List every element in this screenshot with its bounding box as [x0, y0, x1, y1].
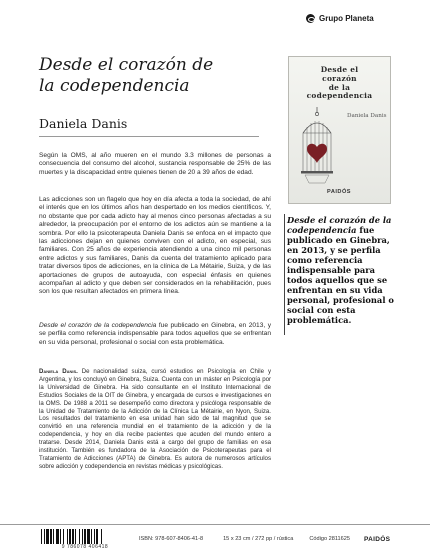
- barcode-bar: [87, 529, 90, 544]
- side-quote: [287, 215, 399, 325]
- title-divider: [39, 136, 259, 137]
- barcode-bar: [101, 529, 102, 544]
- isbn: ISBN: 978-607-8406-41-8: [139, 536, 204, 542]
- barcode-bar: [60, 529, 61, 544]
- paragraph-publication-text: fue publicado en Ginebra, en 2013, y se perfila como referencia indispensable para todos aquellos que se enfrentan en su vida personal, profesional o social con esta problemática.: [39, 322, 271, 346]
- paragraph-stats: Según la OMS, al año mueren en el mundo 3.3 millones de personas a consecuencia del consumo del alcohol, sustancia responsable de 25% de las muertes y la discapacidad entre quienes tienen de 20 a 39 años de edad.: [39, 152, 271, 176]
- barcode-bars: [39, 529, 131, 544]
- barcode-bar: [44, 529, 45, 544]
- author-biography: [39, 368, 271, 471]
- paragraph-publication-title: Desde el corazón de la codependencia: [39, 322, 157, 329]
- barcode-bar: [69, 529, 71, 544]
- book-cover: [288, 56, 391, 204]
- barcode-bar: [67, 529, 68, 544]
- barcode-bar: [56, 529, 59, 544]
- footer-publisher: PAIDÓS: [364, 535, 391, 543]
- cover-title-line-4: codependencia: [306, 91, 373, 101]
- book-specs: 15 x 23 cm / 272 pp / rústica: [223, 536, 294, 542]
- planet-logo-icon: [306, 14, 315, 23]
- barcode-bar: [63, 529, 64, 544]
- book-title-line-1: Desde el corazón de: [39, 55, 214, 75]
- barcode-bar: [94, 529, 95, 544]
- paragraph-publication: [39, 322, 271, 347]
- book-author: Daniela Danis: [39, 116, 128, 131]
- publisher-brand: [306, 14, 374, 23]
- product-code: Código 2811625: [309, 536, 350, 542]
- paragraph-addictions: Las adicciones son un flagelo que hoy en día afecta a toda la sociedad, de ahí el interés que en los últimos años han despertado en los medios científicos. Y, no obstante que por cada adicto hay al menos cinco personas afectadas a su alrededor, la preocupación por el entorno de los adictos aún se mantiene a la sombra. Por ello la psicoterapeuta Daniela Danis se enfoca en el impacto que las adicciones dejan en quienes conviven con el adicto, en especial, sus familiares. Con 25 años de experiencia atendiendo a una cinco mil personas entre adictos y sus familiares, Danis da cuenta del tratamiento aplicado para tratar diversos tipos de adicciones, en la clínica de La Métairie, Suiza, y de las aportaciones de grupos de autoayuda, con especial énfasis en quienes acompañan al adicto y que deben ser considerados en la rehabilitación, pues son los que resultan afectados en primera línea.: [39, 196, 271, 296]
- cover-title-line-3: de la: [328, 82, 351, 92]
- barcode-bar: [53, 529, 54, 544]
- brand-name: Grupo Planeta: [319, 14, 374, 23]
- bio-author-name: Daniela Danis.: [39, 368, 78, 375]
- barcode-bar: [72, 529, 74, 544]
- barcode-bar: [46, 529, 49, 544]
- barcode-bar: [79, 529, 80, 544]
- bio-text: De nacionalidad suiza, cursó estudios en Psicología en Chile y Argentina, y los concluyó en Ginebra, Suiza. Cuenta con un máster en Psicología por la Universidad de Ginebra. Ha sido consultante en el Instituto Internacional de Estudios Sociales de la OIT de Ginebra, y encargada de cursos e investigaciones en la OMS. De 1988 a 2011 se desempeñó como directora y psicóloga responsable de la Unidad de Tratamiento de la Adicción de la Clínica La Métairie, en Nyon, Suiza. Los resultados del tratamiento en esa unidad han sido de tal magnitud que se convirtió en una referencia mundial en el tratamiento de la adicción y de la codependencia, y hoy en día recibe pacientes que acuden del mundo entero a tratarse. Desde 2014, Daniela Danis está a cargo del grupo de familias en esa institución. También es fundadora de la Asociación de Psicoterapeutas para el Tratamiento de Adicciones (APTA) de Ginebra. Es autora de numerosos artículos sobre adicción y codependencia en revistas médicas y psicológicas.: [39, 368, 271, 470]
- book-title-line-2: la codependencia: [39, 76, 190, 96]
- barcode-bar: [75, 529, 76, 544]
- barcode-bar: [91, 529, 92, 544]
- book-title: [39, 55, 259, 97]
- barcode-bar: [84, 529, 86, 544]
- cover-author: Daniela Danis: [347, 113, 387, 119]
- quote-accent-bar: [284, 214, 285, 335]
- barcode-bar: [50, 529, 52, 544]
- barcode-number: 9 786078 406418: [39, 544, 131, 550]
- barcode-bar: [96, 529, 98, 544]
- cover-title-line-2: corazón: [322, 73, 357, 83]
- footer-divider: [0, 524, 430, 525]
- cover-publisher: PAIDÓS: [327, 189, 352, 195]
- barcode-bar: [41, 529, 42, 544]
- footer: [39, 529, 400, 549]
- side-quote-title: Desde el corazón de la codependencia: [287, 215, 392, 235]
- barcode-bar: [82, 529, 83, 544]
- cover-title-line-1: Desde el: [320, 65, 359, 74]
- side-quote-text: fue publicado en Ginebra, en 2013, y se perfila como referencia indispensable para todos aquellos que se enfrentan en su vida personal, profesional o social con esta problemática.: [287, 225, 394, 325]
- birdcage-heart-illustration: [289, 57, 391, 204]
- barcode: [39, 529, 131, 549]
